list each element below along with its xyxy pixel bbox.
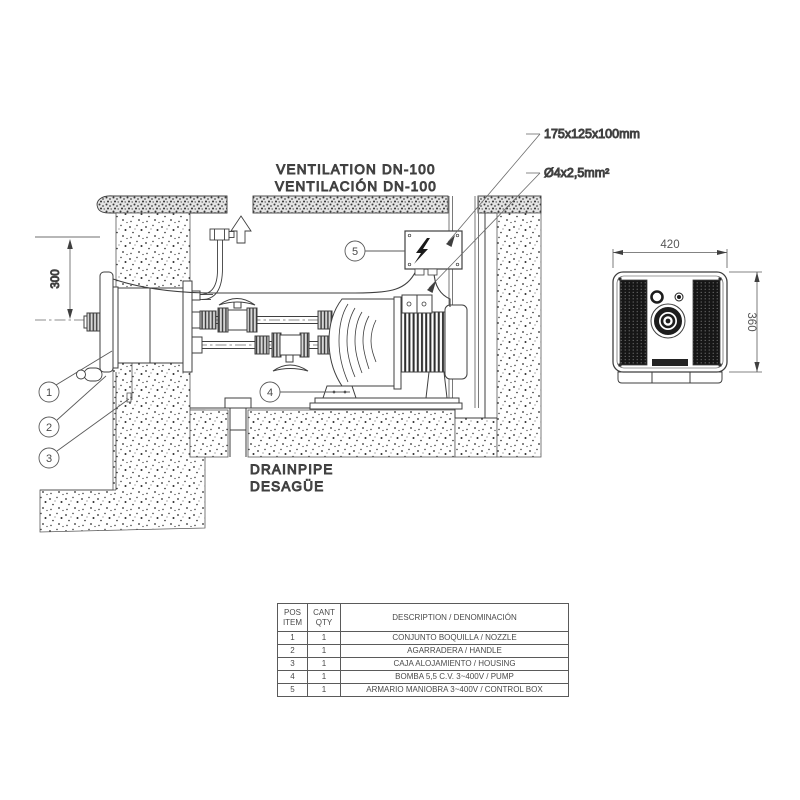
ball-valve-bottom <box>272 333 309 371</box>
piping <box>200 299 332 372</box>
motor-foot <box>426 372 447 398</box>
cell-description: BOMBA 5,5 C.V. 3~400V / PUMP <box>341 671 569 684</box>
drainpipe-label-en: DRAINPIPE <box>250 462 334 477</box>
dim-depth-text: 300 <box>50 269 62 289</box>
callout-number-2: 2 <box>45 422 53 434</box>
header-qty-line2: QTY <box>315 617 333 627</box>
cable-spec-label: Ø4x2,5mm² <box>544 166 610 180</box>
cable-gland <box>415 269 424 275</box>
cell-pos: 3 <box>278 658 308 671</box>
table-row <box>278 645 569 658</box>
callout-number-5: 5 <box>351 246 359 258</box>
airflow-up-arrow <box>231 216 251 243</box>
motor-body <box>401 312 445 372</box>
dim-width-text: 420 <box>660 239 680 251</box>
cable-gland <box>428 269 437 275</box>
pump-backplate <box>394 297 401 389</box>
deck-segment-left <box>97 196 227 213</box>
pool-wall-upper <box>116 213 190 290</box>
drainpipe-label-es: DESAGÜE <box>250 479 325 494</box>
dimension-300 <box>67 239 73 319</box>
header-qty <box>308 604 341 632</box>
vent-valve <box>210 229 229 240</box>
ground-band-left <box>190 410 228 457</box>
callout-number-4: 4 <box>266 387 274 399</box>
callout-number-1: 1 <box>45 387 53 399</box>
nozzle-mount-plate <box>113 287 118 368</box>
union-fitting <box>255 336 269 354</box>
ground-band-right <box>455 418 497 457</box>
ground-band-middle <box>248 410 455 457</box>
union-fitting <box>200 311 216 329</box>
cell-qty: 1 <box>308 645 341 658</box>
table-row <box>278 684 569 697</box>
nozzle-flange <box>183 281 192 372</box>
suction-port-stub <box>192 337 202 353</box>
unit-feet-strip <box>618 372 722 383</box>
cell-description: CAJA ALOJAMIENTO / HOUSING <box>341 658 569 671</box>
nozzle-adjust-knob <box>87 313 100 331</box>
header-description: DESCRIPTION / DENOMINACIÓN <box>341 604 569 632</box>
cell-description: AGARRADERA / HANDLE <box>341 645 569 658</box>
cell-description: CONJUNTO BOQUILLA / NOZZLE <box>341 632 569 645</box>
header-pos-line1: POS <box>284 607 301 617</box>
motor-end-cap <box>445 305 467 379</box>
header-pos-line2: ITEM <box>282 617 303 627</box>
header-qty-line1: CANT <box>313 607 335 617</box>
cable-to-motor <box>434 271 450 307</box>
drainpipe <box>225 398 251 457</box>
main-section-drawing <box>35 127 640 532</box>
cell-pos: 5 <box>278 684 308 697</box>
table-row <box>278 671 569 684</box>
cell-qty: 1 <box>308 632 341 645</box>
pool-wall-lower-ground <box>40 355 205 532</box>
cell-qty: 1 <box>308 684 341 697</box>
ventilation-label-en: VENTILATION DN-100 <box>276 162 436 177</box>
handle-grab <box>77 368 103 381</box>
dim-height-text: 360 <box>745 312 757 332</box>
table-row <box>278 632 569 645</box>
right-wall-concrete <box>497 213 541 457</box>
callout-number-3: 3 <box>45 453 53 465</box>
cell-pos: 4 <box>278 671 308 684</box>
control-box-size-label: 175x125x100mm <box>544 127 640 141</box>
ventilation-label-es: VENTILACIÓN DN-100 <box>275 179 437 194</box>
cell-qty: 1 <box>308 671 341 684</box>
table-row <box>278 658 569 671</box>
cell-pos: 1 <box>278 632 308 645</box>
cell-qty: 1 <box>308 658 341 671</box>
brand-label <box>652 359 688 366</box>
header-pos <box>278 604 308 632</box>
left-grille <box>620 280 647 365</box>
base-plate-lower <box>310 403 462 409</box>
ball-valve-top <box>218 299 257 333</box>
base-plate-upper <box>315 398 459 403</box>
deck-segment-middle <box>253 196 448 213</box>
table-header-row <box>278 604 569 632</box>
parts-table <box>277 603 568 697</box>
cell-pos: 2 <box>278 645 308 658</box>
front-view <box>613 239 762 383</box>
air-vent-riser <box>200 216 251 300</box>
cell-description: ARMARIO MANIOBRA 3~400V / CONTROL BOX <box>341 684 569 697</box>
dimension-420 <box>613 249 727 268</box>
pneumatic-button <box>652 292 663 303</box>
right-grille <box>693 280 720 365</box>
